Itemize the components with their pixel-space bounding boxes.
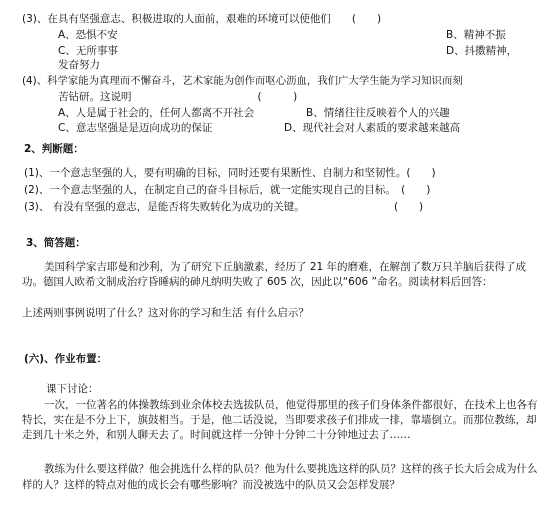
homework-questions: 教练为什么要这样做？他会挑选什么样的队员？他为什么要挑选这样的队员？这样的孩子长大后会成为什么样的人？这样的特点对他的成长会有哪些影响？而没被选中的队员又会怎样发展？ [22,463,538,491]
judge-item-1: (1)、一个意志坚强的人，要有明确的目标，同时还要有果断性、自制力和坚韧性。( ) [24,167,436,179]
q4-stem-line-2: 苦钻研。这说明 ( ) [58,91,298,103]
q4-option-a: A、人是属于社会的，任何人都离不开社会 [58,107,255,119]
q4-option-b: B、情绪往往反映着个人的兴趣 [306,107,450,119]
q3-option-d-continued: 发奋努力 [58,59,100,71]
homework-story: 一次，一位著名的体操教练到业余体校去选拔队员，他觉得那里的孩子们身体条件都很好，在技术上也各有特长，实在是不分上下，旗鼓相当。于是，他二话没说，当即要求孩子们排成一排，靠墙倒立。而那位教练，却走到几十米之外，和别人聊天去了。时间就这样一分钟十分钟二十分钟地过去了…… [22,399,538,441]
judge-heading: 2、判断题： [24,143,84,155]
q4-stem-line-1: (4)、科学家能为真理而不懈奋斗，艺术家能为创作而呕心沥血，我们广大学生能为学习知识而刻 [22,75,463,87]
q3-option-a: A、恐惧不安 [58,29,118,41]
q4-option-c: C、意志坚强是是迈向成功的保证 [58,122,213,134]
judge-item-2: (2)、一个意志坚强的人，在制定自己的奋斗目标后，就一定能实现自己的目标。 ( ) [24,184,431,196]
q4-option-d: D、现代社会对人素质的要求越来越高 [284,122,461,134]
short-answer-question: 上述两则事例说明了什么？这对你的学习和生活 有什么启示？ [22,307,309,319]
q3-option-b: B、精神不振 [446,29,506,41]
short-answer-heading: 3、简答题： [26,237,86,249]
judge-item-3: (3)、 有没有坚强的意志，是能否将失败转化为成功的关键。 ( ) [24,201,424,213]
q3-option-d: D、抖擞精神， [446,45,518,57]
homework-discussion-label: 课下讨论： [46,383,99,395]
homework-heading: (六)、作业布置： [24,353,108,365]
q3-option-c: C、无所事事 [58,45,118,57]
q3-stem: (3)、在具有坚强意志、积极进取的人面前，艰难的环境可以使他们 ( ) [22,13,382,25]
short-answer-material: 美国科学家吉耶曼和沙利，为了研究下丘脑激素，经历了 21 年的磨难，在解剖了数万只羊脑后获得了成功。德国人欧希文制成治疗昏睡病的砷凡纳明失败了 605 次，因此以“606 ”命名。阅读材料后回答： [22,261,527,288]
